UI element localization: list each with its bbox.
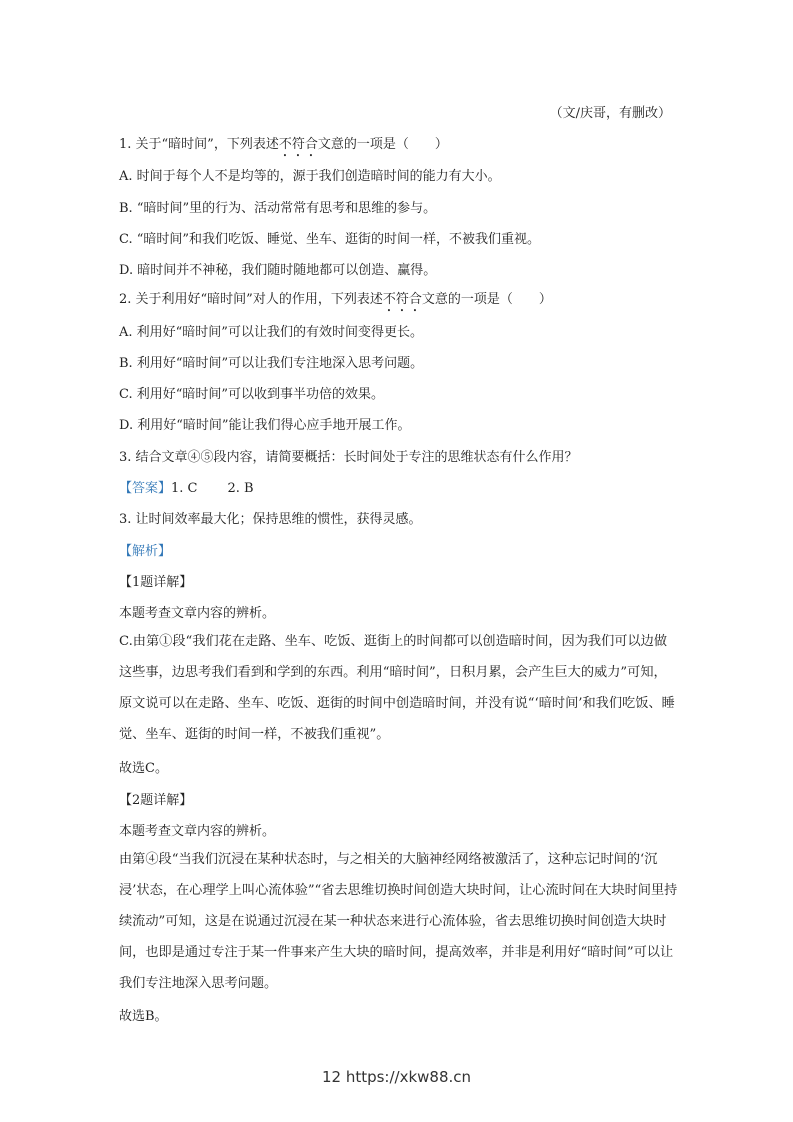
question-2-option-c: C. 利用好“暗时间”可以收到事半功倍的效果。	[119, 387, 385, 402]
detail-2-intro: 本题考查文章内容的辨析。	[119, 824, 276, 839]
detail-2-conclusion: 故选B。	[119, 1009, 168, 1024]
answer-2: 2. B	[227, 481, 254, 496]
detail-1-conclusion: 故选C。	[119, 761, 168, 776]
answer-line	[119, 477, 254, 496]
answer-3: 3. 让时间效率最大化；保持思维的惯性，获得灵感。	[119, 512, 422, 527]
question-1-option-c: C. “暗时间”和我们吃饭、睡觉、坐车、逛街的时间一样，不被我们重视。	[119, 232, 541, 247]
detail-2-body: 由第④段“当我们沉浸在某种状态时，与之相关的大脑神经网络被激活了，这种忘记时间的‘沉浸’状态，在心理学上叫心流体验”“省去思维切换时间创造大块时间，让心流时间在大块时间里持续流动”可知，这是在说通过沉浸在某一种状态来进行心流体验，省去思维切换时间创造大块时间，也即是通过专注于某一件事来产生大块的暗时间，提高效率，并非是利用好“暗时间”可以让我们专注地深入思考问题。	[119, 852, 678, 991]
detail-1-body: C.由第①段“我们花在走路、坐车、吃饭、逛街上的时间都可以创造暗时间，因为我们可以边做这些事，边思考我们看到和学到的东西。利用“暗时间”，日积月累，会产生巨大的威力”可知，原文说可以在走路、坐车、吃饭、逛街的时间中创造暗时间，并没有说“‘暗时间’和我们吃饭、睡觉、坐车、逛街的时间一样，不被我们重视”。	[119, 634, 675, 742]
page-footer	[0, 1068, 793, 1086]
question-1-option-b: B. “暗时间”里的行为、活动常常有思考和思维的参与。	[119, 201, 437, 216]
detail-2-heading: 【2题详解】	[119, 793, 193, 808]
analysis-label: 【解析】	[119, 544, 172, 559]
question-1-option-a: A. 时间于每个人不是均等的，源于我们创造暗时间的能力有大小。	[119, 169, 501, 184]
answer-label: 【答案】	[119, 481, 172, 496]
question-2-stem: 2. 关于利用好“暗时间”对人的作用，下列表述不符合文意的一项是（ ）	[119, 292, 552, 307]
question-1-stem: 1. 关于“暗时间”，下列表述不符合文意的一项是（ ）	[119, 137, 448, 152]
page-number: 12	[321, 1068, 342, 1086]
emphasis-not-matching: 不符合	[278, 137, 318, 152]
answer-1: 1. C	[171, 481, 198, 496]
emphasis-not-matching: 不符合	[382, 292, 422, 307]
footer-url[interactable]: https://xkw88.cn	[345, 1068, 472, 1086]
detail-1-intro: 本题考查文章内容的辨析。	[119, 606, 276, 621]
question-2-option-a: A. 利用好“暗时间”可以让我们的有效时间变得更长。	[119, 325, 423, 340]
detail-1-heading: 【1题详解】	[119, 575, 193, 590]
article-source: （文/庆哥，有删改）	[549, 106, 671, 121]
question-3-stem: 3. 结合文章④⑤段内容，请简要概括：长时间处于专注的思维状态有什么作用？	[119, 450, 578, 465]
question-1-option-d: D. 暗时间并不神秘，我们随时随地都可以创造、赢得。	[119, 263, 437, 278]
question-2-option-b: B. 利用好“暗时间”可以让我们专注地深入思考问题。	[119, 356, 424, 371]
question-2-option-d: D. 利用好“暗时间”能让我们得心应手地开展工作。	[119, 418, 411, 433]
